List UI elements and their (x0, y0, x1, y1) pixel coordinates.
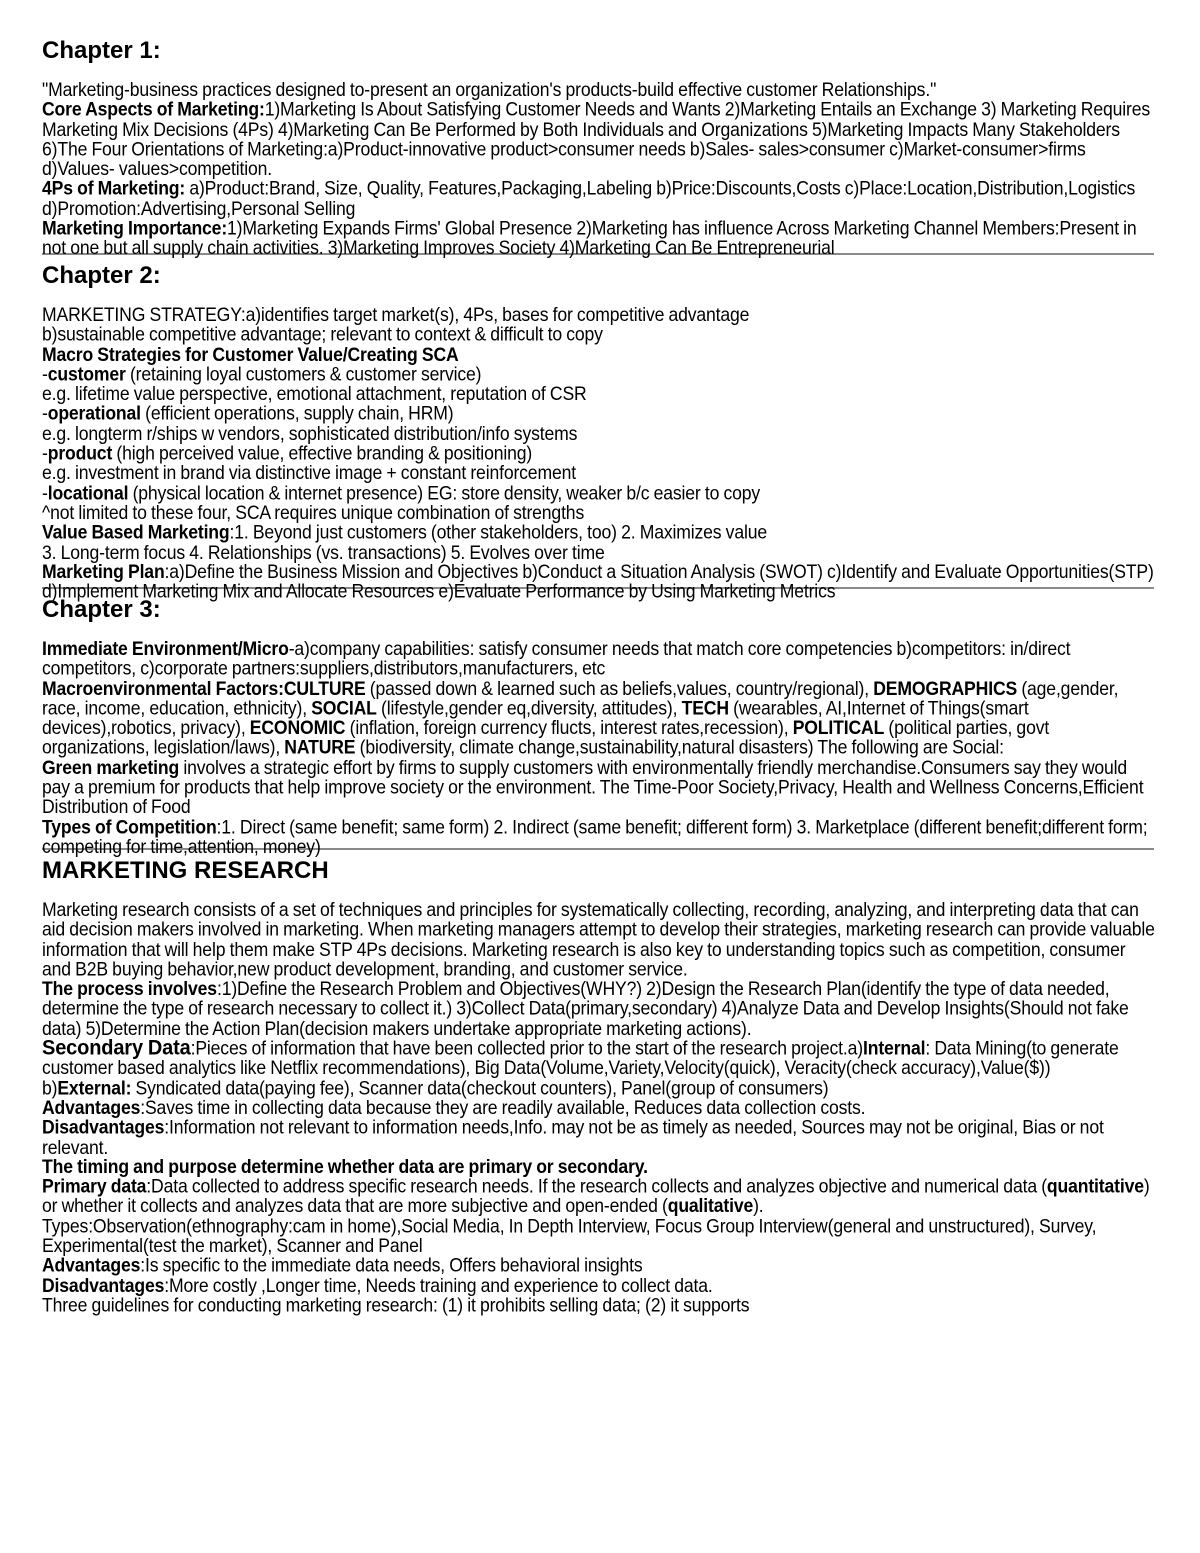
value-based-line-2: 3. Long-term focus 4. Relationships (vs. transactions) 5. Evolves over time (42, 540, 605, 563)
disadvantages-text: :More costly ,Longer time, Needs training and experience to collect data. (164, 1274, 713, 1297)
timing-paragraph (42, 1157, 1157, 1177)
sca-note: ^not limited to these four, SCA requires unique combination of strengths (42, 501, 585, 523)
primary-types: Types:Observation(ethnography:cam in home),Social Media, In Depth Interview, Focus Group Interview(general and unstructured), Survey, Experimental(test the market), Scanner and Panel (42, 1215, 1097, 1257)
tech-text: (wearables, AI,Internet of Things(smart devices),robotics, privacy), (42, 697, 1029, 739)
nature-text: (biodiversity, climate change,sustainability,natural disasters) The following are Social: (355, 736, 1004, 759)
chapter-2-section (42, 261, 1157, 602)
operational-example: e.g. longterm r/ships w vendors, sophisticated distribution/info systems (42, 422, 578, 444)
product-example: e.g. investment in brand via distinctive image + constant reinforcement (42, 461, 576, 484)
green-marketing-text: involves a strategic effort by firms to supply customers with environmentally friendly merchandise.Consumers say they would pay a premium for products that help improve society or the environment. The Time-Poor Society,Privacy, Health and Wellness Concerns,Efficient Distribution of Food (42, 756, 1144, 818)
locational-line: -locational (physical location & internet presence) EG: store density, weaker b/c easier to copy (42, 481, 761, 504)
competition-text: :1. Direct (same benefit; same form) 2. Indirect (same benefit; different form) 3. Marketplace (different benefit;different form; competing for time,attention, money) (42, 815, 1148, 858)
advantages-text: :Saves time in collecting data because they are readily available, Reduces data collection costs. (140, 1096, 866, 1119)
demographics-label: DEMOGRAPHICS (873, 677, 1018, 700)
chapter-1-heading: Chapter 1: (42, 37, 161, 64)
green-marketing-label: Green marketing (42, 756, 180, 779)
micro-label: Immediate Environment/Micro (42, 638, 289, 660)
primary-data-text-c: ). (753, 1195, 764, 1218)
primary-data-text-a: :Data collected to address specific research needs. If the research collects and analyzes objective and numerical data ( (146, 1175, 1047, 1198)
social-text: (lifestyle,gender eq,diversity, attitudes), (376, 697, 682, 719)
advantages-label: Advantages (42, 1096, 141, 1119)
economic-text: (inflation, foreign currency flucts, interest rates,recession), (345, 717, 793, 739)
process-paragraph (42, 979, 1157, 1038)
primary-data-text-b: ) or whether it collects and analyzes data that are more subjective and open-ended ( (42, 1175, 1150, 1218)
chapter-3-heading: Chapter 3: (42, 596, 161, 624)
macro-strategies-label (42, 344, 1157, 364)
disadvantages-label: Disadvantages (42, 1274, 165, 1297)
disadvantages-text: :Information not relevant to information needs,Info. may not be as timely as needed, Sources may not be original, Bias or not relevant. (42, 1116, 1104, 1159)
internal-text: : Data Mining(to generate customer based analytics like Netflix recommendations), Big Data(Volume,Variety,Velocity(quick), Veracity(check accuracy),Value($)) (42, 1037, 1119, 1079)
locational-label: locational (47, 481, 129, 504)
demographics-text: (age,gender, race, income, education, ethnicity), (42, 677, 1119, 719)
operational-line: -operational (efficient operations, supply chain, HRM) (42, 402, 454, 424)
marketing-research-body (42, 900, 1157, 1315)
value-based-line (42, 522, 1157, 542)
marketing-definition: "Marketing-business practices designed to-present an organization's products-build effective customer Relationships." (42, 78, 937, 101)
political-label: POLITICAL (792, 717, 885, 739)
customer-example: e.g. lifetime value perspective, emotional attachment, reputation of CSR (42, 382, 587, 405)
value-based-label: Value Based Marketing (42, 520, 230, 543)
chapter-2-body (42, 305, 1157, 601)
primary-data-paragraph (42, 1177, 1157, 1217)
importance-label: Marketing Importance: (42, 217, 228, 239)
four-ps-text: a)Product:Brand, Size, Quality, Features,Packaging,Labeling b)Price:Discounts,Costs c)Place:Location,Distribution,Logistics d)Promotion:Advertising,Personal Selling (42, 177, 1136, 220)
marketing-research-heading: MARKETING RESEARCH (42, 857, 329, 885)
chapter-1-body (42, 80, 1157, 258)
culture-label: CULTURE (283, 677, 366, 700)
advantages-label: Advantages (42, 1255, 141, 1277)
competition-paragraph (42, 817, 1157, 857)
strategy-a: MARKETING STRATEGY:a)identifies target market(s), 4Ps, bases for competitive advantage (42, 303, 750, 326)
economic-label: ECONOMIC (249, 717, 346, 739)
secondary-disadvantages (42, 1118, 1157, 1158)
social-label: SOCIAL (311, 697, 377, 719)
external-label: External: (57, 1077, 132, 1099)
quantitative-label: quantitative (1046, 1175, 1144, 1198)
advantages-text: :Is specific to the immediate data needs, Offers behavioral insights (140, 1255, 643, 1277)
secondary-data-label: Secondary Data (42, 1036, 191, 1061)
green-marketing-paragraph (42, 758, 1157, 817)
four-ps-paragraph (42, 179, 1157, 219)
process-text: :1)Define the Research Problem and Objectives(WHY?) 2)Design the Research Plan(identify the type of data needed, determine the type of research necessary to collect it.) 3)Collect Data(primary,secondary) 4)Analyze Data and Develop Insights(Should not fake data) 5)Determine the Action Plan(decision makers undertake appropriate marketing actions). (42, 978, 1129, 1040)
document-page (42, 36, 1157, 1317)
micro-text: -a)company capabilities: satisfy consumer needs that match core competencies b)competitors: in/direct competitors, c)corporate partners:suppliers,distributors,manufacturers, etc (42, 638, 1071, 680)
primary-disadvantages (42, 1276, 1157, 1296)
internal-label: Internal (863, 1037, 926, 1060)
customer-label: customer (47, 362, 126, 385)
marketing-plan-paragraph (42, 562, 1157, 602)
core-aspects-text: 1)Marketing Is About Satisfying Customer Needs and Wants 2)Marketing Entails an Exchange 3) Marketing Requires Marketing Mix Decisions (4Ps) 4)Marketing Can Be Performed by Both Individuals and Organizations 5)Marketing Impacts Many Stakeholders 6)The Four Orientations of Marketing:a)Product-innovative product>consumer needs b)Sales- sales>consumer c)Market-consumer>firms d)Values- values>competition. (42, 98, 1151, 180)
external-text: Syndicated data(paying fee), Scanner data(checkout counters), Panel(group of consumers) (131, 1077, 829, 1099)
importance-paragraph (42, 218, 1157, 258)
process-label: The process involves (42, 978, 217, 1000)
macro-environment-paragraph (42, 679, 1157, 758)
nature-label: NATURE (284, 736, 356, 759)
secondary-data-paragraph (42, 1036, 1157, 1079)
political-text: (political parties, govt organizations, legislation/laws), (42, 717, 1050, 759)
value-based-text: :1. Beyond just customers (other stakeholders, too) 2. Maximizes value (229, 520, 767, 543)
marketing-research-section (42, 856, 1157, 1317)
core-aspects-paragraph (42, 100, 1157, 179)
locational-text: (physical location & internet presence) EG: store density, weaker b/c easier to copy (128, 481, 761, 504)
chapter-1-section (42, 36, 1157, 259)
guidelines-paragraph: Three guidelines for conducting marketing research: (1) it prohibits selling data; (2) it supports (42, 1294, 750, 1317)
timing-text: The timing and purpose determine whether data are primary or secondary. (42, 1156, 648, 1178)
macro-label: Macroenvironmental Factors: (42, 677, 284, 700)
core-aspects-label: Core Aspects of Marketing: (42, 98, 265, 121)
product-line: -product (high perceived value, effective branding & positioning) (42, 441, 533, 464)
operational-text: (efficient operations, supply chain, HRM) (140, 402, 454, 424)
chapter-3-body (42, 639, 1157, 856)
micro-environment-paragraph (42, 639, 1157, 679)
marketing-plan-text: :a)Define the Business Mission and Objectives b)Conduct a Situation Analysis (SWOT) c)Identify and Evaluate Opportunities(STP) d)Implement Marketing Mix and Allocate Resources e)Evaluate Performance by Using Marketing Metrics (42, 560, 1154, 602)
macro-strategies-title: Macro Strategies for Customer Value/Creating SCA (42, 343, 459, 365)
chapter-3-section (42, 595, 1157, 858)
product-label: product (47, 441, 113, 464)
operational-label: operational (47, 402, 141, 424)
primary-data-label: Primary data (42, 1175, 147, 1198)
disadvantages-label: Disadvantages (42, 1116, 165, 1139)
external-paragraph (42, 1078, 1157, 1098)
importance-text: 1)Marketing Expands Firms' Global Presence 2)Marketing has influence Across Marketing Channel Members:Present in not one but all supply chain activities. 3)Marketing Improves Society 4)Marketing Can Be Entrepreneurial (42, 217, 1137, 259)
primary-advantages (42, 1256, 1157, 1276)
customer-text: (retaining loyal customers & customer service) (125, 362, 482, 385)
tech-label: TECH (681, 697, 729, 719)
chapter-2-heading: Chapter 2: (42, 261, 161, 289)
secondary-advantages (42, 1098, 1157, 1118)
strategy-b: b)sustainable competitive advantage; relevant to context & difficult to copy (42, 323, 603, 345)
qualitative-label: qualitative (667, 1195, 754, 1218)
external-prefix: b) (42, 1077, 58, 1099)
marketing-plan-label: Marketing Plan (42, 560, 165, 583)
competition-label: Types of Competition (42, 815, 217, 838)
customer-line: -customer (retaining loyal customers & customer service) (42, 362, 482, 385)
four-ps-label: 4Ps of Marketing: (42, 177, 186, 200)
research-intro: Marketing research consists of a set of techniques and principles for systematically collecting, recording, analyzing, and interpreting data that can aid decision makers involved in marketing. When marketing managers attempt to develop their strategies, marketing research can provide valuable information that will help them make STP 4Ps decisions. Marketing research is also key to understanding topics such as competition, consumer and B2B buying behavior,new product development, branding, and customer service. (42, 899, 1155, 981)
culture-text: (passed down & learned such as beliefs,values, country/regional), (365, 677, 874, 700)
secondary-data-text: :Pieces of information that have been collected prior to the start of the research project.a) (190, 1037, 864, 1060)
product-text: (high perceived value, effective branding & positioning) (112, 441, 533, 464)
